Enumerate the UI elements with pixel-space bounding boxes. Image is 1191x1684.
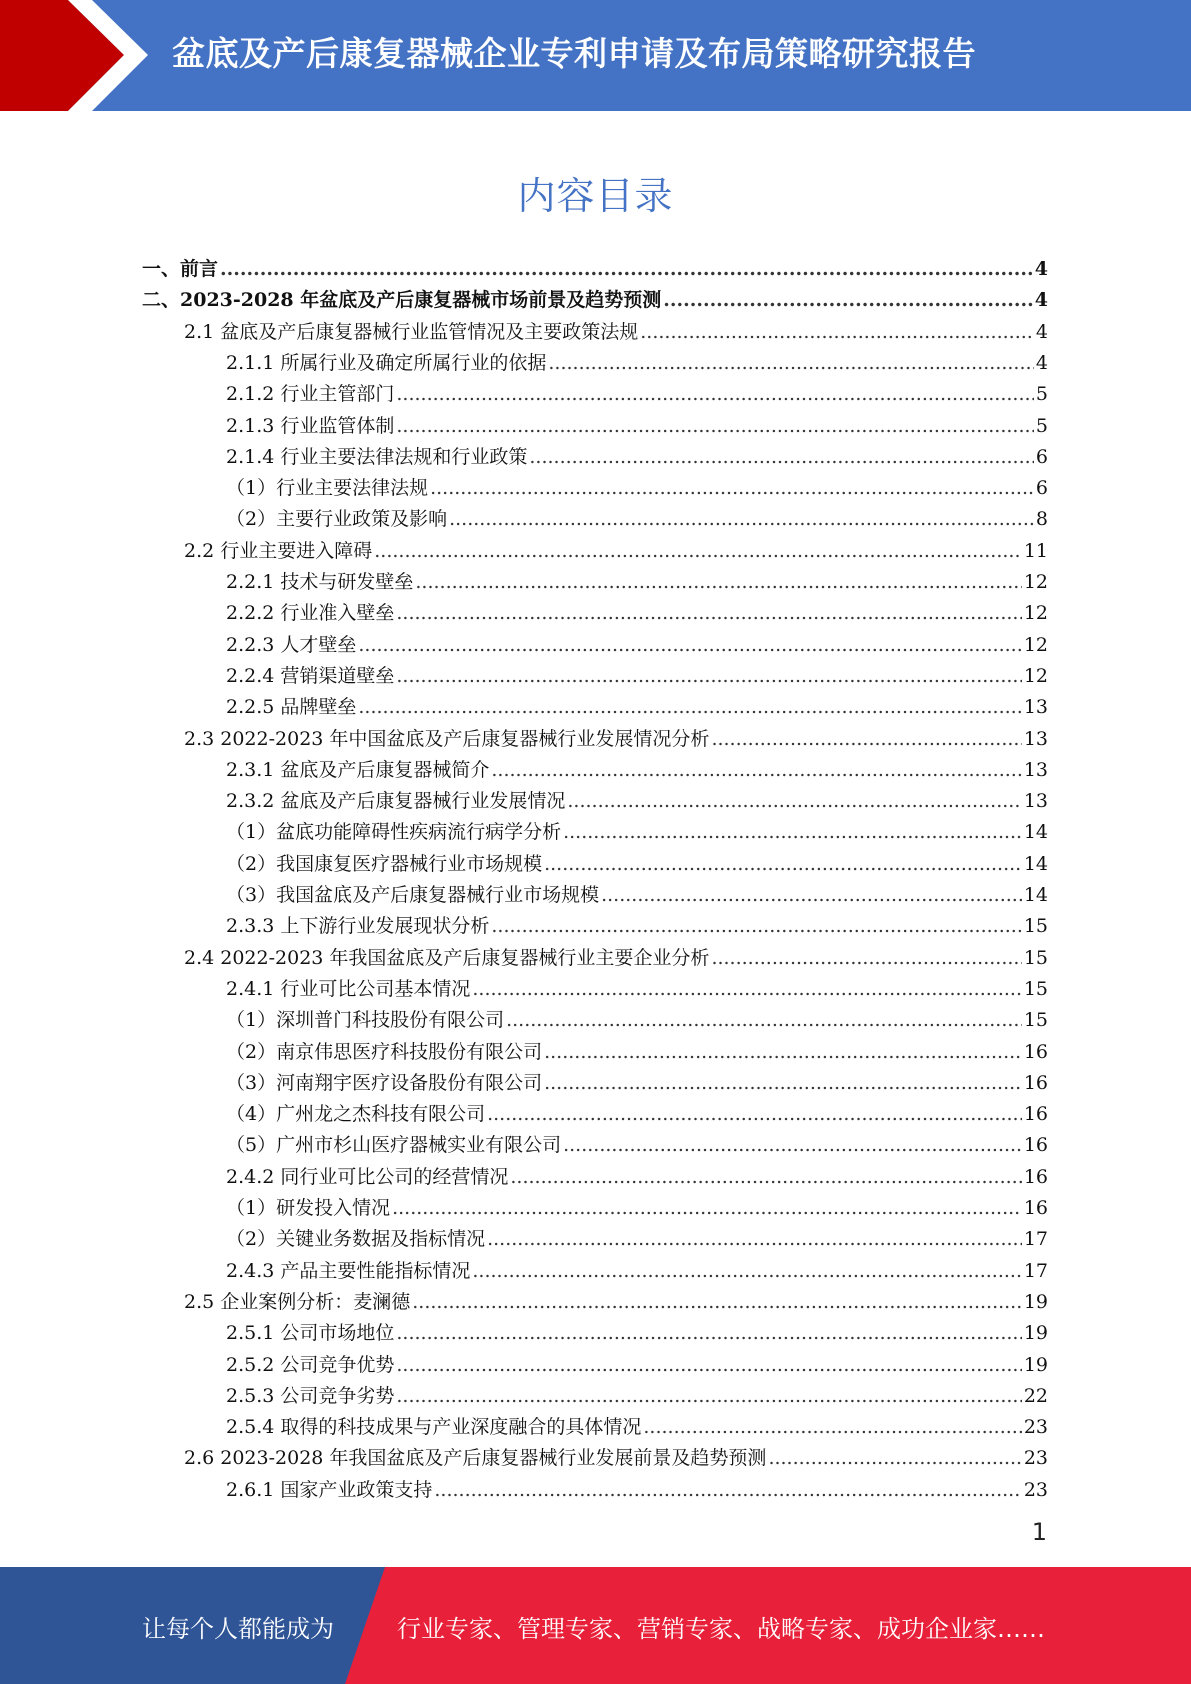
toc-entry-title: 2.4.2 同行业可比公司的经营情况 — [226, 1165, 509, 1188]
toc-entry-title: 2.2.2 行业准入壁垒 — [226, 602, 395, 625]
toc-entry-title: （4）广州龙之杰科技有限公司 — [226, 1103, 486, 1126]
toc-leader-dots — [374, 540, 1022, 562]
toc-leader-dots — [529, 446, 1034, 468]
toc-entry[interactable] — [226, 1130, 1048, 1161]
toc-entry-page: 17 — [1023, 1228, 1048, 1251]
toc-entry-page: 4 — [1035, 351, 1048, 374]
toc-entry-page: 4 — [1035, 320, 1048, 343]
toc-entry[interactable] — [226, 849, 1048, 880]
toc-entry-title: （2）我国康复医疗器械行业市场规模 — [226, 852, 543, 875]
toc-entry[interactable] — [226, 1193, 1048, 1224]
toc-entry-title: （2）南京伟思医疗科技股份有限公司 — [226, 1040, 543, 1063]
toc-entry-page: 5 — [1035, 414, 1048, 437]
toc-entry-page: 15 — [1023, 946, 1048, 969]
toc-entry-page: 16 — [1023, 1071, 1048, 1094]
toc-entry[interactable] — [184, 943, 1048, 974]
toc-entry[interactable] — [184, 1287, 1048, 1318]
toc-entry[interactable] — [226, 411, 1048, 442]
toc-entry-page: 6 — [1035, 477, 1048, 500]
page-number: 1 — [1031, 1518, 1047, 1546]
toc-entry-page: 4 — [1034, 258, 1048, 280]
footer-banner — [0, 1567, 1191, 1684]
toc-entry-title: 2.1 盆底及产后康复器械行业监管情况及主要政策法规 — [184, 320, 639, 343]
toc-entry-page: 22 — [1023, 1384, 1048, 1407]
toc-entry-title: 2.5.3 公司竞争劣势 — [226, 1384, 395, 1407]
toc-entry-title: （1）行业主要法律法规 — [226, 477, 429, 500]
toc-entry-title: 2.3 2022-2023 年中国盆底及产后康复器械行业发展情况分析 — [184, 727, 710, 750]
toc-entry-page: 11 — [1023, 539, 1048, 562]
toc-leader-dots — [472, 978, 1021, 1000]
toc-leader-dots — [491, 759, 1021, 781]
toc-entry[interactable] — [184, 724, 1048, 755]
report-title: 盆底及产后康复器械企业专利申请及布局策略研究报告 — [172, 34, 976, 73]
toc-entry-page: 4 — [1034, 289, 1048, 312]
toc-leader-dots — [711, 728, 1021, 750]
toc-entry-page: 13 — [1023, 696, 1048, 719]
toc-entry-title: （2）关键业务数据及指标情况 — [226, 1228, 486, 1251]
toc-entry-title: （2）主要行业政策及影响 — [226, 508, 448, 531]
toc-leader-dots — [449, 508, 1034, 530]
toc-entry-title: （1）研发投入情况 — [226, 1197, 391, 1219]
toc-entry-title: 2.4.3 产品主要性能指标情况 — [226, 1259, 471, 1282]
toc-entry-page: 12 — [1023, 602, 1048, 625]
toc-entry-title: （5）广州市杉山医疗器械实业有限公司 — [226, 1134, 562, 1157]
footer-slogan-right: 行业专家、管理专家、营销专家、战略专家、成功企业家…… — [397, 1615, 1045, 1643]
toc-entry-title: 2.3.3 上下游行业发展现状分析 — [226, 915, 490, 938]
toc-entry[interactable] — [226, 504, 1048, 535]
toc-entry-page: 23 — [1023, 1416, 1048, 1439]
toc-leader-dots — [491, 915, 1021, 937]
toc-leader-dots — [434, 1479, 1021, 1501]
toc-entry-page: 12 — [1023, 664, 1048, 687]
toc-entry-title: 2.2.4 营销渠道壁垒 — [226, 664, 395, 687]
toc-entry[interactable] — [226, 598, 1048, 629]
footer-slogan-left: 让每个人都能成为 — [142, 1615, 334, 1643]
toc-leader-dots — [415, 571, 1021, 593]
toc-entry-title: 2.6.1 国家产业政策支持 — [226, 1478, 433, 1501]
toc-leader-dots — [392, 1197, 1022, 1219]
toc-entry-page: 13 — [1023, 758, 1048, 781]
toc-entry-page: 15 — [1023, 915, 1048, 938]
toc-entry[interactable] — [226, 911, 1048, 942]
toc-entry-title: （1）盆底功能障碍性疾病流行病学分析 — [226, 821, 562, 844]
toc-leader-dots — [358, 696, 1021, 718]
toc-entry-page: 16 — [1023, 1134, 1048, 1157]
toc-entry-title: 2.5.2 公司竞争优势 — [226, 1353, 395, 1376]
toc-leader-dots — [711, 947, 1021, 969]
toc-entry-title: 2.4.1 行业可比公司基本情况 — [226, 977, 471, 1000]
toc-entry[interactable] — [226, 473, 1048, 504]
page-title: 内容目录 — [517, 174, 674, 218]
toc-leader-dots — [396, 602, 1021, 624]
toc-leader-dots — [487, 1103, 1022, 1125]
toc-entry-page: 14 — [1023, 821, 1048, 844]
toc-entry-title: 2.2.3 人才壁垒 — [226, 633, 357, 656]
toc-entry[interactable] — [226, 1005, 1048, 1036]
toc-entry-page: 13 — [1023, 727, 1048, 750]
toc-leader-dots — [396, 1385, 1021, 1407]
toc-leader-dots — [768, 1447, 1021, 1469]
toc-entry[interactable] — [226, 1099, 1048, 1130]
toc-entry[interactable] — [226, 1350, 1048, 1381]
toc-entry[interactable] — [226, 567, 1048, 598]
toc-leader-dots — [563, 821, 1022, 843]
toc-entry-title: （1）深圳普门科技股份有限公司 — [226, 1009, 505, 1032]
toc-entry-page: 13 — [1023, 790, 1048, 813]
toc-entry-title: 2.1.4 行业主要法律法规和行业政策 — [226, 445, 528, 468]
toc-entry-title: 一、前言 — [142, 258, 219, 280]
toc-entry-title: 2.2.5 品牌壁垒 — [226, 696, 357, 719]
toc-entry[interactable] — [226, 1256, 1048, 1287]
toc-entry-title: 2.5 企业案例分析：麦澜德 — [184, 1290, 411, 1313]
toc-leader-dots — [472, 1260, 1021, 1282]
toc-entry-page: 14 — [1023, 852, 1048, 875]
toc-entry[interactable] — [226, 1475, 1048, 1506]
toc-entry-title: 2.4 2022-2023 年我国盆底及产后康复器械行业主要企业分析 — [184, 946, 710, 969]
toc-entry-title: 2.3.2 盆底及产后康复器械行业发展情况 — [226, 790, 566, 813]
toc-entry[interactable] — [226, 755, 1048, 786]
toc-entry-title: 2.5.4 取得的科技成果与产业深度融合的具体情况 — [226, 1416, 642, 1439]
toc-leader-dots — [548, 352, 1034, 374]
toc-entry-title: 2.1.3 行业监管体制 — [226, 414, 395, 437]
toc-entry[interactable] — [226, 974, 1048, 1005]
toc-leader-dots — [567, 790, 1021, 812]
toc-entry-page: 12 — [1023, 571, 1048, 593]
toc-entry-title: 2.2.1 技术与研发壁垒 — [226, 571, 414, 593]
toc-leader-dots — [396, 415, 1034, 437]
toc-entry-page: 15 — [1023, 1009, 1048, 1032]
toc-leader-dots — [220, 258, 1033, 280]
toc-entry[interactable] — [142, 285, 1048, 316]
toc-entry-title: 2.5.1 公司市场地位 — [226, 1322, 395, 1345]
toc-entry-page: 19 — [1023, 1353, 1048, 1376]
toc-entry-title: 2.1.1 所属行业及确定所属行业的依据 — [226, 351, 547, 374]
toc-entry[interactable] — [226, 348, 1048, 379]
toc-entry-title: 2.6 2023-2028 年我国盆底及产后康复器械行业发展前景及趋势预测 — [184, 1447, 767, 1470]
toc-entry[interactable] — [142, 254, 1048, 285]
toc-leader-dots — [643, 1416, 1021, 1438]
toc-entry-title: （3）河南翔宇医疗设备股份有限公司 — [226, 1071, 543, 1094]
toc-entry-page: 5 — [1035, 383, 1048, 406]
toc-leader-dots — [396, 1322, 1021, 1344]
toc-leader-dots — [430, 477, 1034, 499]
toc-leader-dots — [412, 1291, 1022, 1313]
toc-entry[interactable] — [226, 379, 1048, 410]
toc-entry[interactable] — [226, 786, 1048, 817]
toc-entry-page: 15 — [1023, 977, 1048, 1000]
toc-leader-dots — [396, 383, 1034, 405]
toc-entry[interactable] — [226, 1224, 1048, 1255]
toc-leader-dots — [663, 289, 1033, 311]
toc-entry[interactable] — [226, 1412, 1048, 1443]
toc-leader-dots — [396, 665, 1021, 687]
toc-entry-page: 17 — [1023, 1259, 1048, 1282]
toc-entry[interactable] — [184, 1443, 1048, 1474]
toc-leader-dots — [396, 1354, 1021, 1376]
toc-entry-title: 2.1.2 行业主管部门 — [226, 383, 395, 406]
toc-entry-page: 12 — [1023, 633, 1048, 656]
toc-leader-dots — [544, 1072, 1022, 1094]
toc-entry-title: 2.2 行业主要进入障碍 — [184, 539, 373, 562]
header-banner — [0, 0, 1191, 111]
toc-entry-page: 16 — [1023, 1040, 1048, 1063]
toc-entry[interactable] — [184, 536, 1048, 567]
toc-entry-title: 二、2023-2028 年盆底及产后康复器械市场前景及趋势预测 — [142, 289, 662, 312]
toc-entry-page: 23 — [1023, 1447, 1048, 1470]
toc-leader-dots — [510, 1166, 1021, 1188]
toc-leader-dots — [640, 321, 1034, 343]
toc-entry-title: （3）我国盆底及产后康复器械行业市场规模 — [226, 884, 600, 906]
toc-leader-dots — [563, 1134, 1022, 1156]
toc-entry[interactable] — [226, 661, 1048, 692]
toc-entry[interactable] — [226, 692, 1048, 723]
toc-leader-dots — [601, 884, 1022, 906]
toc-entry-page: 19 — [1023, 1290, 1048, 1313]
toc-entry-page: 14 — [1023, 884, 1048, 906]
toc-entry[interactable] — [226, 1162, 1048, 1193]
toc-leader-dots — [506, 1009, 1022, 1031]
toc-entry-page: 16 — [1023, 1197, 1048, 1219]
toc-leader-dots — [358, 634, 1021, 656]
toc-entry-page: 23 — [1023, 1478, 1048, 1501]
toc-leader-dots — [487, 1228, 1022, 1250]
toc-entry[interactable] — [226, 1068, 1048, 1099]
toc-entry-page: 16 — [1023, 1103, 1048, 1126]
toc-leader-dots — [544, 1041, 1022, 1063]
toc-entry[interactable] — [226, 1037, 1048, 1068]
toc-leader-dots — [544, 853, 1022, 875]
toc-entry[interactable] — [226, 1318, 1048, 1349]
toc-entry[interactable] — [226, 817, 1048, 848]
toc-entry-page: 6 — [1035, 445, 1048, 468]
toc-entry-page: 19 — [1023, 1322, 1048, 1345]
toc-entry[interactable] — [184, 317, 1048, 348]
toc-entry[interactable] — [226, 880, 1048, 911]
toc-entry-title: 2.3.1 盆底及产后康复器械简介 — [226, 758, 490, 781]
toc-entry[interactable] — [226, 630, 1048, 661]
toc-entry-page: 16 — [1023, 1165, 1048, 1188]
toc-entry-page: 8 — [1035, 508, 1048, 531]
toc-entry[interactable] — [226, 1381, 1048, 1412]
toc-entry[interactable] — [226, 442, 1048, 473]
